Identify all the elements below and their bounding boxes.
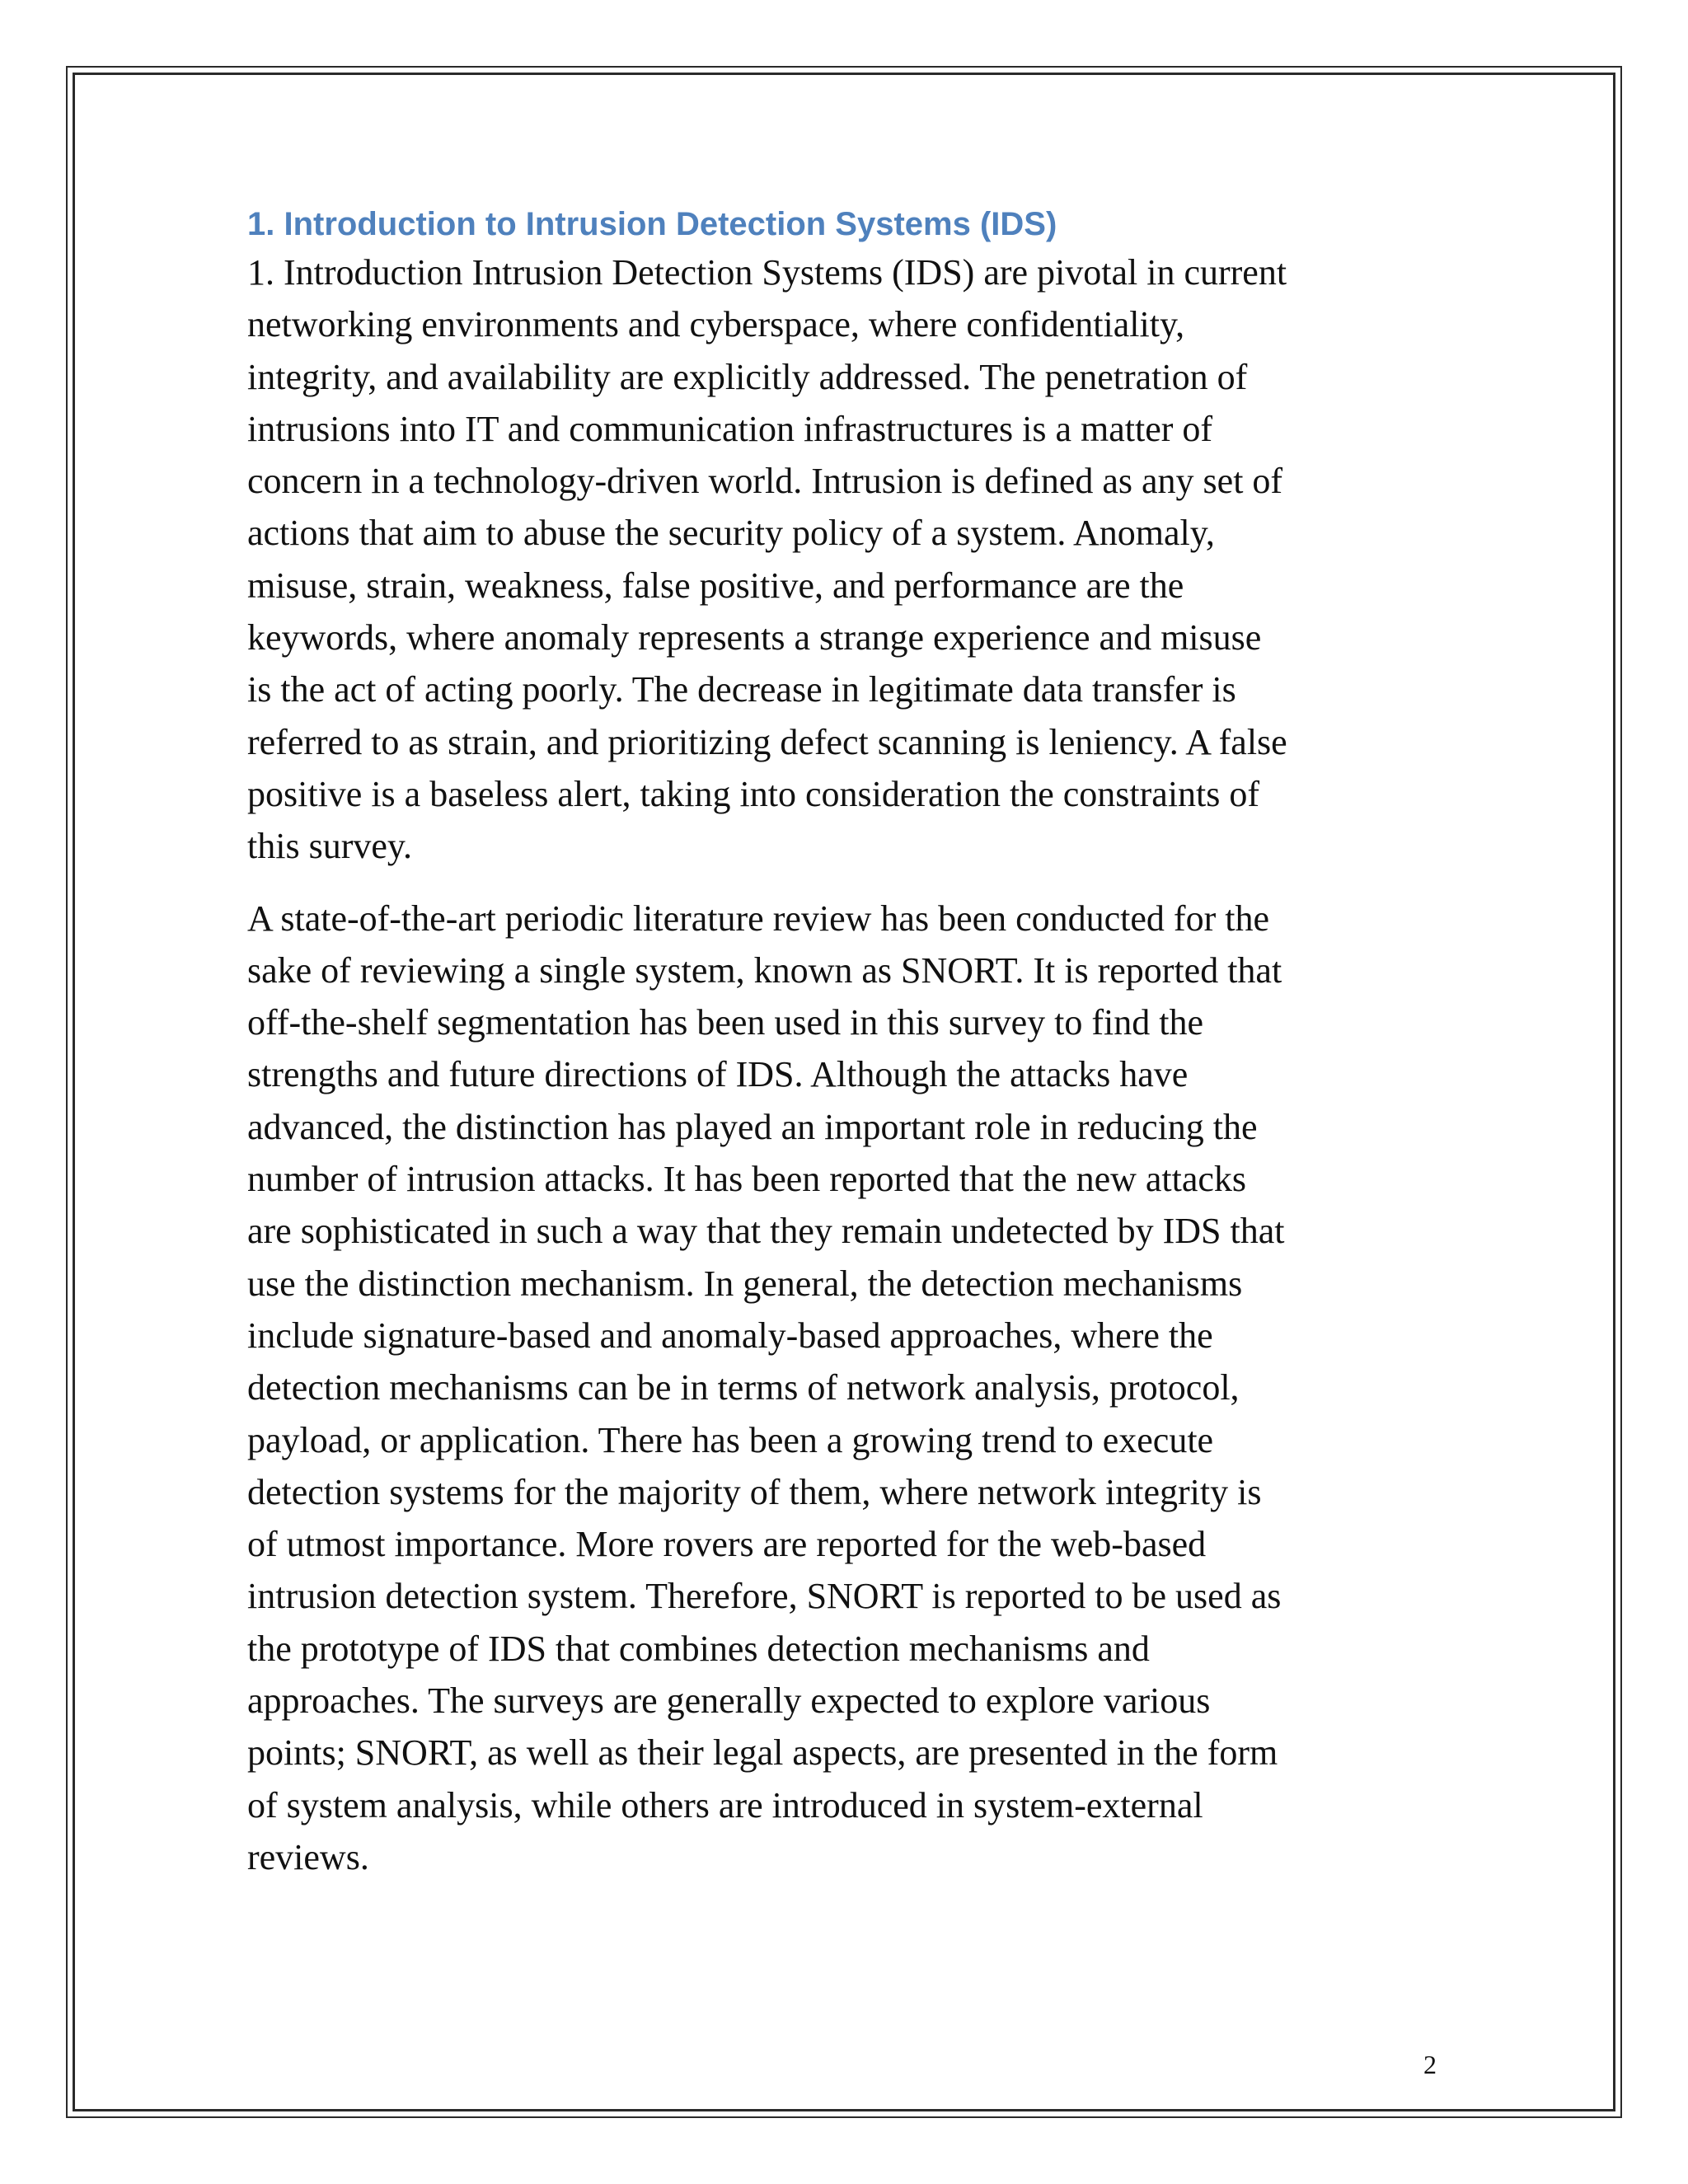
- paragraph-introduction: 1. Introduction Intrusion Detection Systems (IDS) are pivotal in current networking environments and cyberspace, where confidentiality, integrity, and availability are explicitly addressed. The penetration of intrusions into IT and communication infrastructures is a matter of concern in a technology-driven world. Intrusion is defined as any set of actions that aim to abuse the security policy of a system. Anomaly, misuse, strain, weakness, false positive, and performance are the keywords, where anomaly represents a strange experience and misuse is the act of acting poorly. The decrease in legitimate data transfer is referred to as strain, and prioritizing defect scanning is leniency. A false positive is a baseless alert, taking into consideration the constraints of this survey.: [247, 252, 1287, 867]
- section-heading: 1. Introduction to Intrusion Detection Systems (IDS): [247, 206, 1057, 242]
- page-number: 2: [1423, 2050, 1437, 2079]
- paragraph-literature-review: A state-of-the-art periodic literature review has been conducted for the sake of reviewing a single system, known as SNORT. It is reported that off-the-shelf segmentation has been used in this survey to find the strengths and future directions of IDS. Although the attacks have advanced, the distinction has played an important role in reducing the number of intrusion attacks. It has been reported that the new attacks are sophisticated in such a way that they remain undetected by IDS that use the distinction mechanism. In general, the detection mechanisms include signature-based and anomaly-based approaches, where the detection mechanisms can be in terms of network analysis, protocol, payload, or application. There has been a growing trend to execute detection systems for the majority of them, where network integrity is of utmost importance. More rovers are reported for the web-based intrusion detection system. Therefore, SNORT is reported to be used as the prototype of IDS that combines detection mechanisms and approaches. The surveys are generally expected to explore various points; SNORT, as well as their legal aspects, are presented in the form of system analysis, while others are introduced in system-external reviews.: [247, 898, 1285, 1877]
- document-body: [247, 202, 1451, 1883]
